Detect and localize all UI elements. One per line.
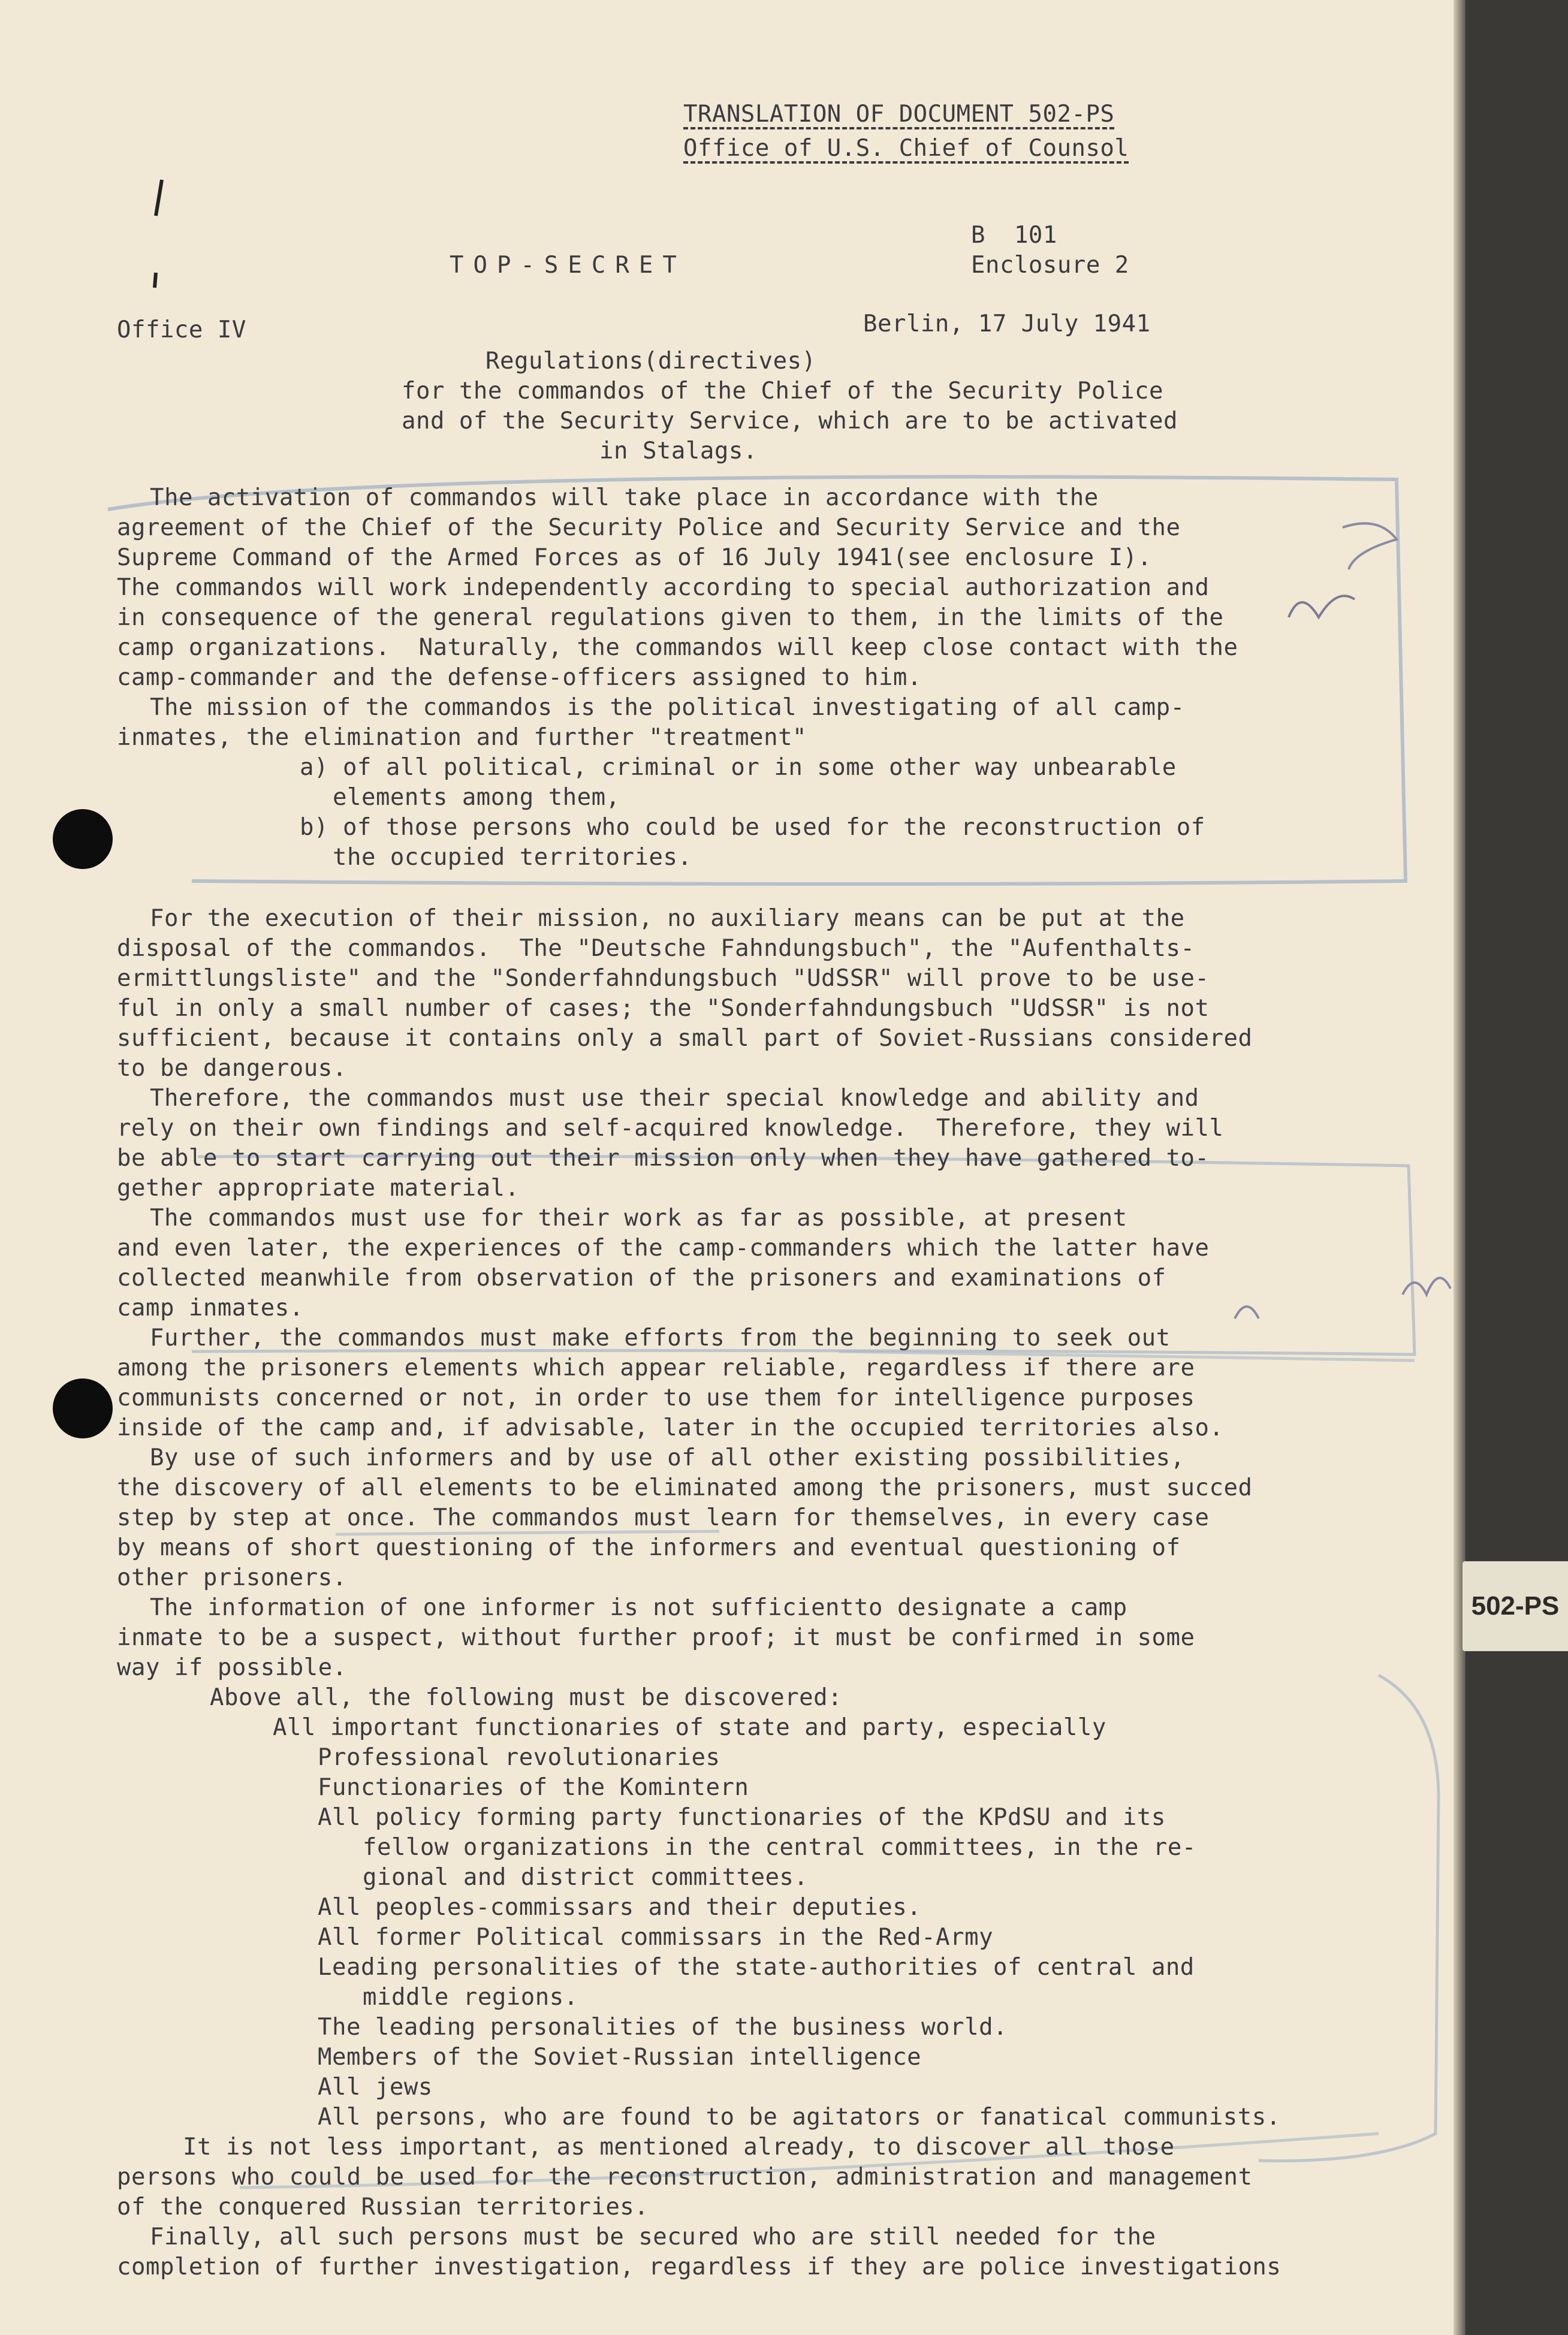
body-line: among the prisoners elements which appear reliable, regardless if there are xyxy=(117,1354,1195,1381)
body-line: Therefore, the commandos must use their special knowledge and ability and xyxy=(150,1085,1199,1112)
body-line: Leading personalities of the state-authorities of central and xyxy=(318,1954,1195,1981)
body-line: fellow organizations in the central committees, in the re- xyxy=(363,1834,1196,1861)
office-iv: Office IV xyxy=(117,316,246,343)
body-line: All important functionaries of state and party, especially xyxy=(273,1714,1106,1741)
body-line: Above all, the following must be discovered: xyxy=(210,1684,843,1711)
enclosure-label: Enclosure 2 xyxy=(971,252,1129,279)
body-line: Finally, all such persons must be secured who are still needed for the xyxy=(150,2224,1156,2250)
body-line: The commandos will work independently according to special authorization and xyxy=(117,574,1210,601)
title-line-2: for the commandos of the Chief of the Security Police xyxy=(402,378,1163,405)
body-line: It is not less important, as mentioned already, to discover all those xyxy=(183,2134,1175,2161)
body-line: sufficient, because it contains only a small part of Soviet-Russians considered xyxy=(117,1025,1253,1052)
body-line: ful in only a small number of cases; the "Sonderfahndungsbuch "UdSSR" is not xyxy=(117,995,1210,1022)
body-line: to be dangerous. xyxy=(117,1055,347,1082)
classification-label: TOP-SECRET xyxy=(450,252,686,279)
page-edge-shadow xyxy=(1454,0,1466,2335)
exhibit-tab xyxy=(1463,1561,1568,1651)
punch-hole-bottom xyxy=(53,1378,113,1438)
body-line: The activation of commandos will take place in accordance with the xyxy=(150,484,1099,511)
title-line-4: in Stalags. xyxy=(599,438,758,464)
body-line: middle regions. xyxy=(363,1984,578,2011)
body-line: persons who could be used for the reconstruction, administration and management xyxy=(117,2164,1253,2191)
body-line: be able to start carrying out their mission only when they have gathered to- xyxy=(117,1145,1210,1172)
body-line: by means of short questioning of the informers and eventual questioning of xyxy=(117,1534,1181,1561)
body-line: the discovery of all elements to be eliminated among the prisoners, must succed xyxy=(117,1474,1253,1501)
body-line: ermittlungsliste" and the "Sonderfahndungsbuch "UdSSR" will prove to be use- xyxy=(117,965,1210,992)
body-line: Further, the commandos must make efforts from the beginning to seek out xyxy=(150,1325,1171,1351)
body-line: camp organizations. Naturally, the commandos will keep close contact with the xyxy=(117,634,1238,661)
body-line: By use of such informers and by use of all other existing possibilities, xyxy=(150,1444,1185,1471)
body-line: other prisoners. xyxy=(117,1564,347,1591)
body-line: gional and district committees. xyxy=(363,1864,809,1891)
body-line: Professional revolutionaries xyxy=(318,1744,720,1771)
body-line: inmates, the elimination and further "treatment" xyxy=(117,724,807,751)
body-line: b) of those persons who could be used for the reconstruction of xyxy=(300,814,1205,841)
body-line: in consequence of the general regulations given to them, in the limits of the xyxy=(117,604,1224,631)
body-line: All policy forming party functionaries of the KPdSU and its xyxy=(318,1804,1166,1831)
body-line: For the execution of their mission, no auxiliary means can be put at the xyxy=(150,905,1185,932)
body-line: way if possible. xyxy=(117,1654,347,1681)
body-line: rely on their own findings and self-acquired knowledge. Therefore, they will xyxy=(117,1115,1224,1142)
body-line: elements among them, xyxy=(333,784,620,811)
body-line: inmate to be a suspect, without further proof; it must be confirmed in some xyxy=(117,1624,1195,1651)
body-line: the occupied territories. xyxy=(333,844,692,871)
body-line: The leading personalities of the business world. xyxy=(318,2014,1008,2041)
body-line: collected meanwhile from observation of the prisoners and examinations of xyxy=(117,1265,1166,1292)
body-line: agreement of the Chief of the Security Police and Security Service and the xyxy=(117,514,1181,541)
body-line: and even later, the experiences of the camp-commanders which the latter have xyxy=(117,1235,1210,1262)
ref-b: B 101 xyxy=(971,222,1057,249)
exhibit-tab-label: 502-PS xyxy=(1471,1591,1560,1621)
body-line: The commandos must use for their work as far as possible, at present xyxy=(150,1205,1127,1232)
body-line: The mission of the commandos is the political investigating of all camp- xyxy=(150,694,1185,721)
translation-header: TRANSLATION OF DOCUMENT 502-PS xyxy=(683,101,1115,128)
body-line: disposal of the commandos. The "Deutsche Fahndungsbuch", the "Aufenthalts- xyxy=(117,935,1195,962)
title-line-1: Regulations(directives) xyxy=(486,348,816,375)
body-line: completion of further investigation, regardless if they are police investigations xyxy=(117,2253,1281,2280)
body-line: Supreme Command of the Armed Forces as of 16 July 1941(see enclosure I). xyxy=(117,544,1152,571)
body-line: Members of the Soviet-Russian intelligence xyxy=(318,2044,922,2071)
office-header: Office of U.S. Chief of Counsol xyxy=(683,135,1129,162)
body-line: The information of one informer is not sufficientto designate a camp xyxy=(150,1594,1127,1621)
body-line: step by step at once. The commandos must learn for themselves, in every case xyxy=(117,1504,1210,1531)
body-line: gether appropriate material. xyxy=(117,1175,520,1202)
body-line: Functionaries of the Komintern xyxy=(318,1774,749,1801)
punch-hole-top xyxy=(53,809,113,869)
place-date: Berlin, 17 July 1941 xyxy=(863,310,1151,337)
body-line: of the conquered Russian territories. xyxy=(117,2194,649,2221)
body-line: All peoples-commissars and their deputies. xyxy=(318,1894,922,1921)
title-line-3: and of the Security Service, which are to be activated xyxy=(402,408,1178,435)
body-line: All jews xyxy=(318,2074,433,2101)
body-line: inside of the camp and, if advisable, later in the occupied territories also. xyxy=(117,1414,1224,1441)
body-line: camp-commander and the defense-officers assigned to him. xyxy=(117,664,922,691)
body-line: communists concerned or not, in order to use them for intelligence purposes xyxy=(117,1384,1195,1411)
body-line: camp inmates. xyxy=(117,1295,304,1322)
body-line: a) of all political, criminal or in some other way unbearable xyxy=(300,754,1177,781)
body-line: All persons, who are found to be agitators or fanatical communists. xyxy=(318,2104,1281,2131)
body-line: All former Political commissars in the Red-Army xyxy=(318,1924,994,1951)
